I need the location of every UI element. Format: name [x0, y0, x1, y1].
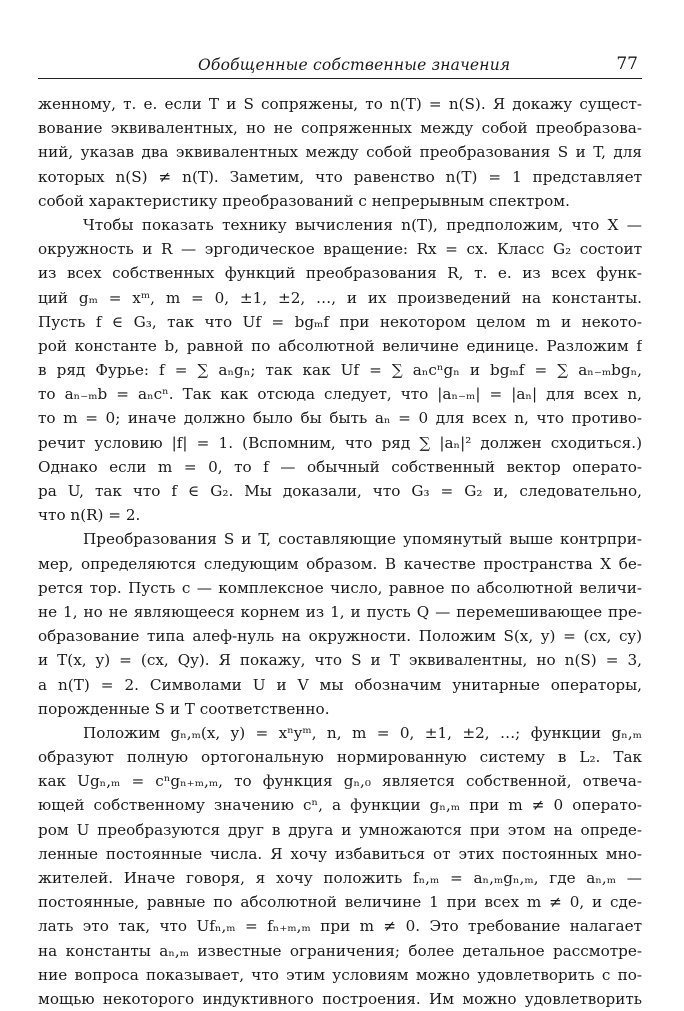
text-line: жителей. Иначе говоря, я хочу положить fₙ,ₘ = aₙ,ₘgₙ,ₘ, где aₙ,ₘ — [38, 869, 642, 887]
text-line: а n(T) = 2. Символами U и V мы обозначим унитарные операторы, [38, 675, 642, 694]
paragraph-3 [38, 527, 642, 721]
text-line: не 1, но не являющееся корнем из 1, и пусть Q — перемешивающее пре- [38, 602, 642, 621]
text-line: которых n(S) ≠ n(T). Заметим, что равенство n(T) = 1 представляет [38, 167, 642, 186]
text-line: лать это так, что Ufₙ,ₘ = fₙ₊ₘ,ₘ при m ≠ 0. Это требование налагает [38, 917, 642, 936]
text-line: женному, т. е. если T и S сопряжены, то n(T) = n(S). Я докажу сущест- [38, 95, 642, 113]
text-line: то m = 0; иначе должно было бы быть aₙ = 0 для всех n, что противо- [38, 409, 642, 428]
text-line: рой константе b, равной по абсолютной величине единице. Разложим f [38, 336, 642, 355]
paragraph-4 [38, 721, 642, 1011]
text-line: порожденные S и T соответственно. [38, 699, 330, 718]
text-line: мер, определяются следующим образом. В качестве пространства X бе- [38, 554, 642, 573]
text-line: Однако если m = 0, то f — обычный собственный вектор операто- [38, 457, 642, 476]
text-line: мощью некоторого индуктивного построения. Им можно удовлетворить [38, 989, 642, 1008]
text-line: ние вопроса показывает, что этим условиям можно удовлетворить с по- [38, 965, 642, 984]
paragraph-1 [38, 92, 642, 213]
text-line: ющей собственному значению cⁿ, а функции gₙ,ₘ при m ≠ 0 операто- [38, 796, 642, 815]
text-line: и T(x, y) = (cx, Qy). Я покажу, что S и T эквивалентны, но n(S) = 3, [38, 651, 642, 670]
running-title: Обобщенные собственные значения [198, 56, 511, 74]
text-line: Чтобы показать технику вычисления n(T), предположим, что X — [83, 215, 642, 234]
text-line: то aₙ₋ₘb = aₙcⁿ. Так как отсюда следует, что |aₙ₋ₘ| = |aₙ| для всех n, [38, 385, 642, 404]
text-line: из всех собственных функций преобразования R, т. е. из всех функ- [38, 264, 642, 283]
text-line: образование типа алеф-нуль на окружности. Положим S(x, y) = (cx, cy) [38, 627, 642, 646]
text-line: Преобразования S и T, составляющие упомянутый выше контрпри- [83, 530, 642, 549]
text-line: на константы aₙ,ₘ известные ограничения; более детальное рассмотре- [38, 941, 642, 960]
body-text [38, 92, 642, 1011]
text-line: постоянные, равные по абсолютной величине 1 при всех m ≠ 0, и сде- [38, 893, 642, 912]
page-header [38, 52, 642, 80]
text-line: в ряд Фурье: f = ∑ aₙgₙ; так как Uf = ∑ aₙcⁿgₙ и bgₘf = ∑ aₙ₋ₘbgₙ, [38, 361, 642, 380]
page-number: 77 [616, 54, 638, 74]
text-line: как Ugₙ,ₘ = cⁿgₙ₊ₘ,ₘ, то функция gₙ,₀ является собственной, отвеча- [38, 772, 642, 791]
text-line: собой характеристику преобразований с непрерывным спектром. [38, 191, 570, 210]
text-line: что n(R) = 2. [38, 506, 141, 525]
header-rule [38, 78, 642, 79]
text-line: окружность и R — эргодическое вращение: Rx = cx. Класс G₂ состоит [38, 240, 642, 259]
text-line: рется тор. Пусть c — комплексное число, равное по абсолютной величи- [38, 578, 642, 597]
text-line: Пусть f ∈ G₃, так что Uf = bgₘf при некотором целом m и некото- [38, 312, 642, 331]
text-line: ций gₘ = xᵐ, m = 0, ±1, ±2, …, и их произведений на константы. [38, 288, 642, 307]
text-line: образуют полную ортогональную нормированную систему в L₂. Так [38, 748, 642, 767]
text-line: ний, указав два эквивалентных между собой преобразования S и T, для [38, 143, 642, 162]
text-line: Положим gₙ,ₘ(x, y) = xⁿyᵐ, n, m = 0, ±1, ±2, …; функции gₙ,ₘ [83, 723, 642, 742]
text-line: речит условию |f| = 1. (Вспомним, что ряд ∑ |aₙ|² должен сходиться.) [38, 433, 642, 452]
text-line: ра U, так что f ∈ G₂. Мы доказали, что G₃ = G₂ и, следовательно, [38, 482, 642, 500]
text-line: ром U преобразуются друг в друга и умножаются при этом на опреде- [38, 820, 642, 839]
paragraph-2 [38, 213, 642, 527]
text-line: вование эквивалентных, но не сопряженных между собой преобразова- [38, 119, 642, 138]
text-line: ленные постоянные числа. Я хочу избавиться от этих постоянных мно- [38, 844, 642, 863]
